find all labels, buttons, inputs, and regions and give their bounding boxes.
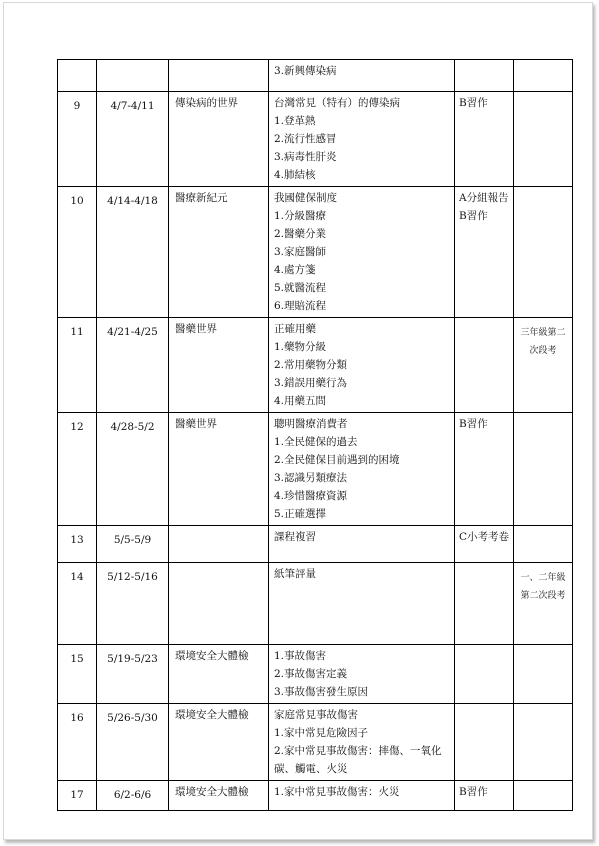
unit-cell: 環境安全大體檢	[169, 781, 269, 811]
assessment-cell: B習作	[455, 413, 514, 526]
content-line: 4.珍惜醫療資源	[274, 490, 348, 502]
content-cell	[269, 645, 455, 704]
unit-cell	[169, 526, 269, 563]
content-cell	[269, 187, 455, 318]
content-line: 4.用藥五問	[274, 395, 327, 407]
table-row	[58, 704, 573, 781]
content-line: 課程複習	[274, 531, 316, 543]
content-line: 紙筆評量	[274, 568, 316, 580]
unit-cell: 醫藥世界	[169, 318, 269, 413]
schedule-table	[57, 59, 573, 811]
note-cell	[514, 187, 573, 318]
assessment-cell	[455, 645, 514, 704]
content-line: 3.錯誤用藥行為	[274, 377, 348, 389]
date-cell: 5/5-5/9	[97, 526, 169, 563]
content-line: 2.醫藥分業	[274, 228, 327, 240]
week-cell: 12	[58, 413, 97, 526]
content-line: 2.家中常見事故傷害：摔傷、一氧化碳、觸電、火災	[274, 745, 442, 775]
note-cell	[514, 60, 573, 92]
content-line: 1.登革熱	[274, 115, 316, 127]
content-line: 3.家庭醫師	[274, 246, 327, 258]
note-cell	[514, 645, 573, 704]
document-page	[3, 2, 593, 840]
table-row	[58, 645, 573, 704]
content-line: 5.正確選擇	[274, 508, 327, 520]
content-cell	[269, 60, 455, 92]
content-line: 聰明醫療消費者	[274, 418, 348, 430]
table-row	[58, 563, 573, 645]
content-line: 6.理賠流程	[274, 300, 327, 312]
content-line: 4.肺結核	[274, 169, 316, 181]
unit-cell: 醫療新紀元	[169, 187, 269, 318]
date-cell: 4/14-4/18	[97, 187, 169, 318]
date-cell: 4/21-4/25	[97, 318, 169, 413]
content-line: 1.全民健保的過去	[274, 436, 358, 448]
content-line: 1.分級醫療	[274, 210, 327, 222]
content-cell	[269, 318, 455, 413]
unit-cell: 醫藥世界	[169, 413, 269, 526]
date-cell: 4/28-5/2	[97, 413, 169, 526]
content-line: 3.事故傷害發生原因	[274, 686, 369, 698]
content-cell	[269, 413, 455, 526]
content-cell	[269, 526, 455, 563]
unit-cell: 傳染病的世界	[169, 92, 269, 187]
content-line: 2.流行性感冒	[274, 133, 337, 145]
note-cell	[514, 92, 573, 187]
note-cell	[514, 704, 573, 781]
content-cell	[269, 781, 455, 811]
content-line: 1.藥物分級	[274, 341, 327, 353]
note-cell	[514, 526, 573, 563]
date-cell: 5/12-5/16	[97, 563, 169, 645]
assessment-cell	[455, 563, 514, 645]
content-line: 1.事故傷害	[274, 650, 327, 662]
date-cell: 6/2-6/6	[97, 781, 169, 811]
note-cell: 三年級第二次段考	[514, 318, 573, 413]
content-cell	[269, 704, 455, 781]
table-row	[58, 781, 573, 811]
content-cell	[269, 563, 455, 645]
table-row	[58, 60, 573, 92]
date-cell: 5/19-5/23	[97, 645, 169, 704]
week-cell: 9	[58, 92, 97, 187]
table-row	[58, 526, 573, 563]
week-cell: 16	[58, 704, 97, 781]
content-line: 5.就醫流程	[274, 282, 327, 294]
content-line: 1.家中常見危險因子	[274, 727, 369, 739]
content-line: 家庭常見事故傷害	[274, 709, 358, 721]
assessment-cell	[455, 318, 514, 413]
unit-cell	[169, 60, 269, 92]
assessment-cell: B習作	[455, 781, 514, 811]
content-line: 2.全民健保目前遇到的困境	[274, 454, 400, 466]
content-line: 2.事故傷害定義	[274, 668, 348, 680]
table-row	[58, 413, 573, 526]
content-line: 3.病毒性肝炎	[274, 151, 337, 163]
date-cell: 4/7-4/11	[97, 92, 169, 187]
table-row	[58, 187, 573, 318]
schedule-body	[58, 60, 573, 811]
table-row	[58, 318, 573, 413]
assessment-cell: C小考考卷	[455, 526, 514, 563]
assessment-cell	[455, 704, 514, 781]
content-line: 3.認識另類療法	[274, 472, 348, 484]
content-line: 1.家中常見事故傷害：火災	[274, 786, 400, 798]
note-cell: 一、二年級第二次段考	[514, 563, 573, 645]
note-cell	[514, 781, 573, 811]
week-cell	[58, 60, 97, 92]
table-row	[58, 92, 573, 187]
week-cell: 13	[58, 526, 97, 563]
content-line: 4.處方箋	[274, 264, 316, 276]
unit-cell	[169, 563, 269, 645]
week-cell: 10	[58, 187, 97, 318]
content-line: 正確用藥	[274, 323, 316, 335]
unit-cell: 環境安全大體檢	[169, 704, 269, 781]
week-cell: 15	[58, 645, 97, 704]
unit-cell: 環境安全大體檢	[169, 645, 269, 704]
assessment-cell: B習作	[455, 92, 514, 187]
content-line: 3.新興傳染病	[274, 65, 337, 77]
content-line: 我國健保制度	[274, 192, 337, 204]
assessment-cell	[455, 60, 514, 92]
date-cell: 5/26-5/30	[97, 704, 169, 781]
content-line: 台灣常見（特有）的傳染病	[274, 97, 400, 109]
week-cell: 17	[58, 781, 97, 811]
content-cell	[269, 92, 455, 187]
assessment-cell: A分組報告 B習作	[455, 187, 514, 318]
note-cell	[514, 413, 573, 526]
content-line: 2.常用藥物分類	[274, 359, 348, 371]
week-cell: 14	[58, 563, 97, 645]
week-cell: 11	[58, 318, 97, 413]
date-cell	[97, 60, 169, 92]
